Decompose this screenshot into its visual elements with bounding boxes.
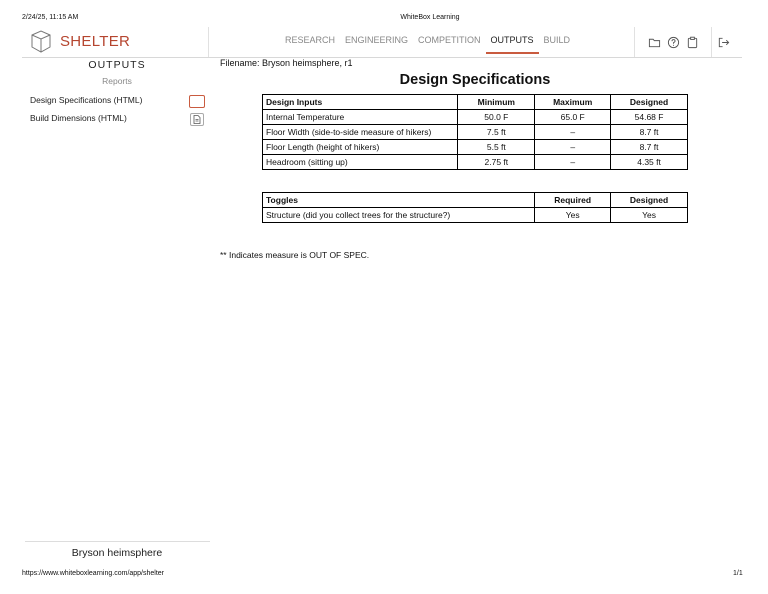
- table-row: [263, 140, 688, 155]
- table-row: [263, 208, 688, 223]
- toolbar-icons: [634, 27, 712, 57]
- table-cell: Floor Width (side-to-side measure of hikers): [263, 125, 458, 140]
- out-of-spec-note: ** Indicates measure is OUT OF SPEC.: [220, 250, 370, 260]
- sidebar-user-name: Bryson heimsphere: [71, 547, 163, 559]
- header-divider: [208, 27, 209, 57]
- table-cell: 8.7 ft: [611, 125, 688, 140]
- column-header: Toggles: [263, 193, 535, 208]
- table-row: [263, 155, 688, 170]
- nav-build[interactable]: BUILD: [543, 35, 571, 45]
- logout-icon[interactable]: [716, 35, 730, 49]
- column-header: Design Inputs: [263, 95, 458, 110]
- nav-outputs[interactable]: OUTPUTS: [486, 27, 539, 53]
- toggles-table: [262, 192, 688, 223]
- table-row: [263, 125, 688, 140]
- sidebar-divider: [25, 541, 210, 542]
- table-cell: –: [535, 125, 611, 140]
- column-header: Maximum: [535, 95, 611, 110]
- table-cell: Yes: [611, 208, 688, 223]
- column-header: Designed: [611, 95, 688, 110]
- table-header-row: [263, 193, 688, 208]
- help-icon[interactable]: [666, 35, 680, 49]
- table-cell: 2.75 ft: [458, 155, 535, 170]
- design-specifications-open-button[interactable]: [189, 95, 205, 108]
- print-page-number: 1/1: [733, 570, 743, 577]
- column-header: Minimum: [458, 95, 535, 110]
- report-link-build-dimensions[interactable]: Build Dimensions (HTML): [30, 113, 127, 123]
- print-datetime: 2/24/25, 11:15 AM: [22, 14, 79, 21]
- table-header-row: [263, 95, 688, 110]
- design-inputs-table: [262, 94, 688, 170]
- table-row: [263, 110, 688, 125]
- table-cell: 50.0 F: [458, 110, 535, 125]
- print-url: https://www.whiteboxlearning.com/app/shelter: [22, 570, 165, 577]
- table-cell: –: [535, 140, 611, 155]
- table-cell: 54.68 F: [611, 110, 688, 125]
- shelter-cube-icon: [28, 28, 54, 54]
- document-icon: [193, 115, 201, 124]
- print-page-title: WhiteBox Learning: [400, 14, 460, 21]
- table-cell: Structure (did you collect trees for the structure?): [263, 208, 535, 223]
- table-cell: 5.5 ft: [458, 140, 535, 155]
- nav-research[interactable]: RESEARCH: [285, 35, 336, 45]
- table-cell: 8.7 ft: [611, 140, 688, 155]
- build-dimensions-open-button[interactable]: [190, 113, 204, 126]
- sidebar-subtitle: Reports: [102, 76, 132, 86]
- table-cell: 65.0 F: [535, 110, 611, 125]
- report-link-design-specifications[interactable]: Design Specifications (HTML): [30, 95, 143, 105]
- main-nav: [280, 27, 575, 57]
- app-logo[interactable]: [28, 27, 130, 55]
- table-cell: Headroom (sitting up): [263, 155, 458, 170]
- nav-competition[interactable]: COMPETITION: [418, 35, 481, 45]
- app-logo-text: SHELTER: [60, 32, 131, 50]
- column-header: Required: [535, 193, 611, 208]
- clipboard-icon[interactable]: [685, 35, 699, 49]
- table-cell: Internal Temperature: [263, 110, 458, 125]
- folder-icon[interactable]: [647, 35, 661, 49]
- table-cell: 7.5 ft: [458, 125, 535, 140]
- sidebar-title: OUTPUTS: [88, 59, 146, 71]
- table-cell: Yes: [535, 208, 611, 223]
- document-filename: Filename: Bryson heimsphere, r1: [220, 58, 353, 68]
- table-cell: –: [535, 155, 611, 170]
- document-title: Design Specifications: [399, 72, 551, 88]
- top-bar: [22, 27, 742, 58]
- table-cell: 4.35 ft: [611, 155, 688, 170]
- column-header: Designed: [611, 193, 688, 208]
- table-cell: Floor Length (height of hikers): [263, 140, 458, 155]
- nav-engineering[interactable]: ENGINEERING: [345, 35, 409, 45]
